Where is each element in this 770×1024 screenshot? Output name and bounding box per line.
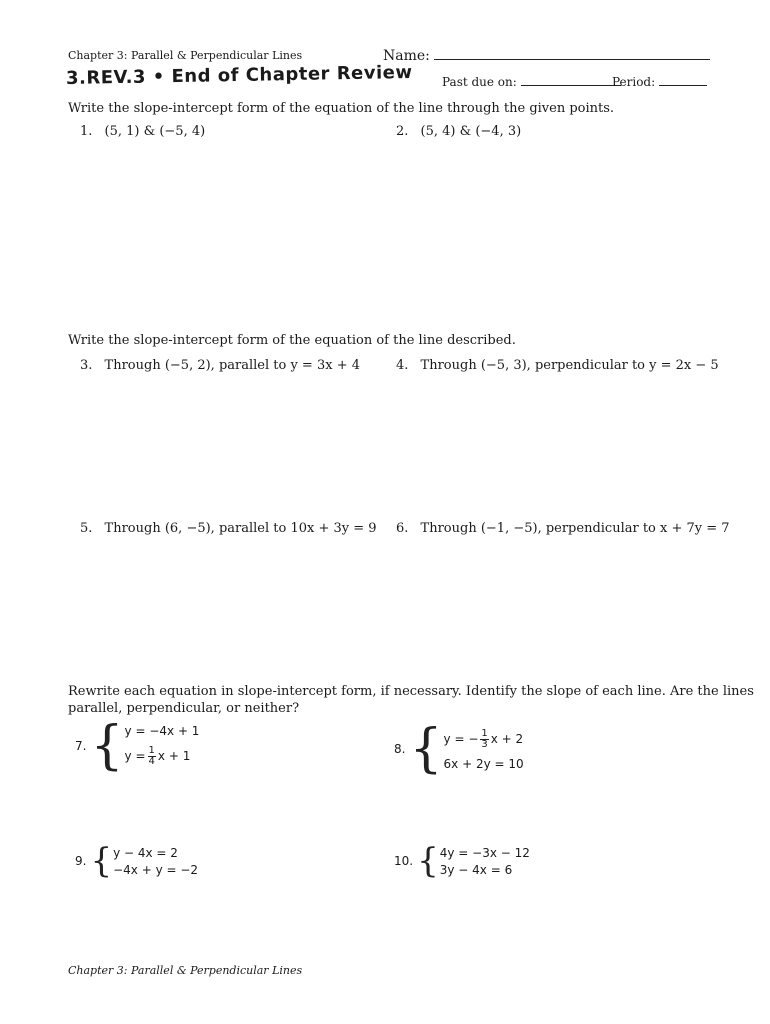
equation-system <box>440 844 530 878</box>
section1-instruction: Write the slope-intercept form of the equation of the line through the given points. <box>68 101 615 116</box>
problem-6 <box>396 521 730 536</box>
problem-text: Through (−5, 2), parallel to y = 3x + 4 <box>104 358 360 373</box>
equation-system <box>113 844 198 878</box>
brace-symbol: { <box>90 716 124 776</box>
eq-part: y = − <box>443 732 479 746</box>
section2-instruction: Write the slope-intercept form of the equation of the line described. <box>68 333 516 348</box>
chapter-header: Chapter 3: Parallel & Perpendicular Lines <box>68 49 303 62</box>
equation-line <box>444 724 524 754</box>
problem-number: 4. <box>396 358 409 373</box>
problem-text: (5, 4) & (−4, 3) <box>420 124 522 139</box>
period-field[interactable] <box>612 73 707 89</box>
problem-number: 10. <box>394 854 414 868</box>
problem-9 <box>75 843 198 879</box>
problem-number: 6. <box>396 521 409 536</box>
brace-symbol: { <box>417 841 439 881</box>
past-due-field[interactable] <box>442 73 621 89</box>
equation-line <box>125 741 200 771</box>
problem-number: 2. <box>396 124 409 139</box>
page-title: 3.REV.3 • End of Chapter Review <box>65 61 413 89</box>
name-blank[interactable] <box>434 45 710 60</box>
problem-number: 9. <box>75 854 87 868</box>
equation-line: −4x + y = −2 <box>113 862 199 877</box>
name-field[interactable] <box>383 45 710 64</box>
problem-4 <box>396 358 719 373</box>
equation-line: y = −4x + 1 <box>124 724 200 738</box>
problem-text: (5, 1) & (−5, 4) <box>104 124 206 139</box>
problem-text: Through (6, −5), parallel to 10x + 3y = 9 <box>104 521 377 536</box>
problem-10 <box>394 843 530 879</box>
equation-line: y − 4x = 2 <box>113 845 178 860</box>
problem-number: 1. <box>80 124 93 139</box>
fraction <box>480 729 488 750</box>
fraction-denominator: 3 <box>481 738 488 750</box>
equation-line: 3y − 4x = 6 <box>439 862 513 877</box>
problem-8 <box>394 721 524 777</box>
problem-1 <box>80 124 205 139</box>
eq-part: y = <box>124 749 146 763</box>
problem-number: 7. <box>75 739 87 753</box>
problem-3 <box>80 358 360 373</box>
period-blank[interactable] <box>659 73 707 86</box>
problem-text: Through (−5, 3), perpendicular to y = 2x − 5 <box>420 358 719 373</box>
problem-5 <box>80 521 377 536</box>
equation-line: 6x + 2y = 10 <box>443 757 524 771</box>
problem-number: 8. <box>394 742 406 756</box>
fraction-denominator: 4 <box>148 755 155 767</box>
equation-line: 4y = −3x − 12 <box>439 845 530 860</box>
problem-text: Through (−1, −5), perpendicular to x + 7y = 7 <box>420 521 730 536</box>
problem-2 <box>396 124 521 139</box>
eq-part: x + 1 <box>157 749 191 763</box>
fraction-numerator: 1 <box>481 727 488 739</box>
problem-number: 3. <box>80 358 93 373</box>
past-due-label: Past due on: <box>442 75 517 89</box>
eq-part: x + 2 <box>490 732 524 746</box>
equation-system <box>444 724 524 774</box>
fraction <box>148 746 156 767</box>
section3-instruction-line2: parallel, perpendicular, or neither? <box>68 701 300 716</box>
name-label: Name: <box>383 48 430 64</box>
brace-symbol: { <box>409 719 443 779</box>
equation-system <box>125 721 200 771</box>
section3-instruction-line1: Rewrite each equation in slope-intercept form, if necessary. Identify the slope of each line. Are the lines <box>68 684 754 699</box>
period-label: Period: <box>612 75 656 89</box>
problem-number: 5. <box>80 521 93 536</box>
past-due-blank[interactable] <box>521 73 621 86</box>
problem-7 <box>75 718 199 774</box>
fraction-numerator: 1 <box>148 744 155 756</box>
page-footer: Chapter 3: Parallel & Perpendicular Lines <box>68 964 303 977</box>
brace-symbol: { <box>90 841 113 881</box>
